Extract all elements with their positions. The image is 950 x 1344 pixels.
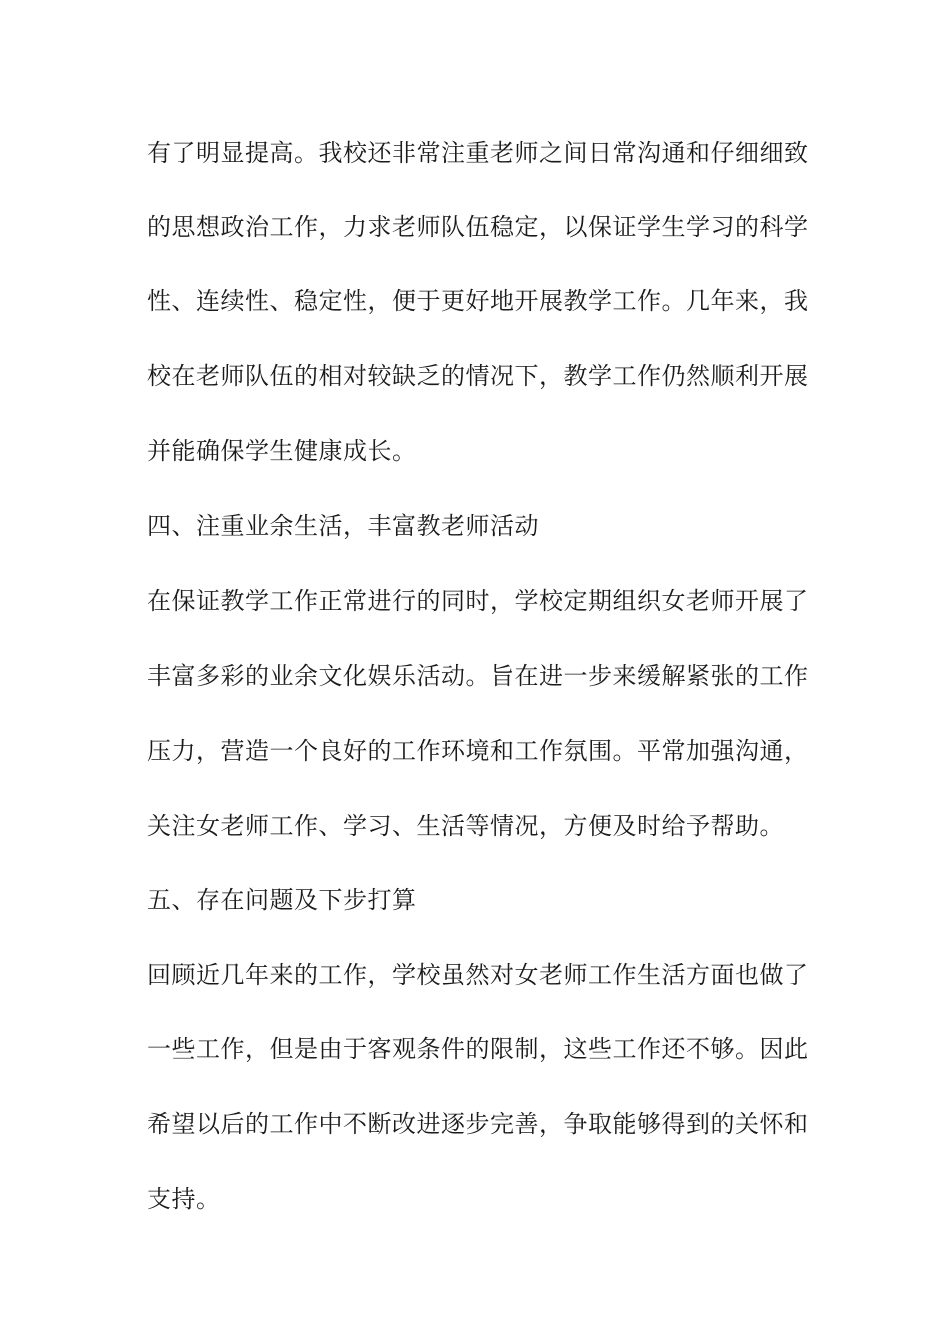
paragraph-line: 回顾近几年来的工作，学校虽然对女老师工作生活方面也做了 bbox=[147, 961, 809, 989]
paragraph-line: 校在老师队伍的相对较缺乏的情况下，教学工作仍然顺利开展 bbox=[147, 362, 809, 390]
paragraph-line: 在保证教学工作正常进行的同时，学校定期组织女老师开展了 bbox=[147, 587, 809, 615]
paragraph-line: 压力，营造一个良好的工作环境和工作氛围。平常加强沟通， bbox=[147, 737, 809, 765]
paragraph-line: 一些工作，但是由于客观条件的限制，这些工作还不够。因此 bbox=[147, 1035, 809, 1063]
section-heading: 四、注重业余生活，丰富教老师活动 bbox=[147, 512, 539, 540]
paragraph-line: 有了明显提高。我校还非常注重老师之间日常沟通和仔细细致 bbox=[147, 139, 809, 167]
paragraph-line: 丰富多彩的业余文化娱乐活动。旨在进一步来缓解紧张的工作 bbox=[147, 662, 809, 690]
paragraph-line: 的思想政治工作，力求老师队伍稳定，以保证学生学习的科学 bbox=[147, 213, 809, 241]
section-heading: 五、存在问题及下步打算 bbox=[147, 886, 417, 914]
paragraph-line: 性、连续性、稳定性，便于更好地开展教学工作。几年来，我 bbox=[147, 287, 809, 315]
paragraph-line: 关注女老师工作、学习、生活等情况，方便及时给予帮助。 bbox=[147, 812, 784, 840]
paragraph-line: 希望以后的工作中不断改进逐步完善，争取能够得到的关怀和 bbox=[147, 1110, 809, 1138]
paragraph-line: 并能确保学生健康成长。 bbox=[147, 437, 417, 465]
paragraph-line: 支持。 bbox=[147, 1185, 221, 1213]
